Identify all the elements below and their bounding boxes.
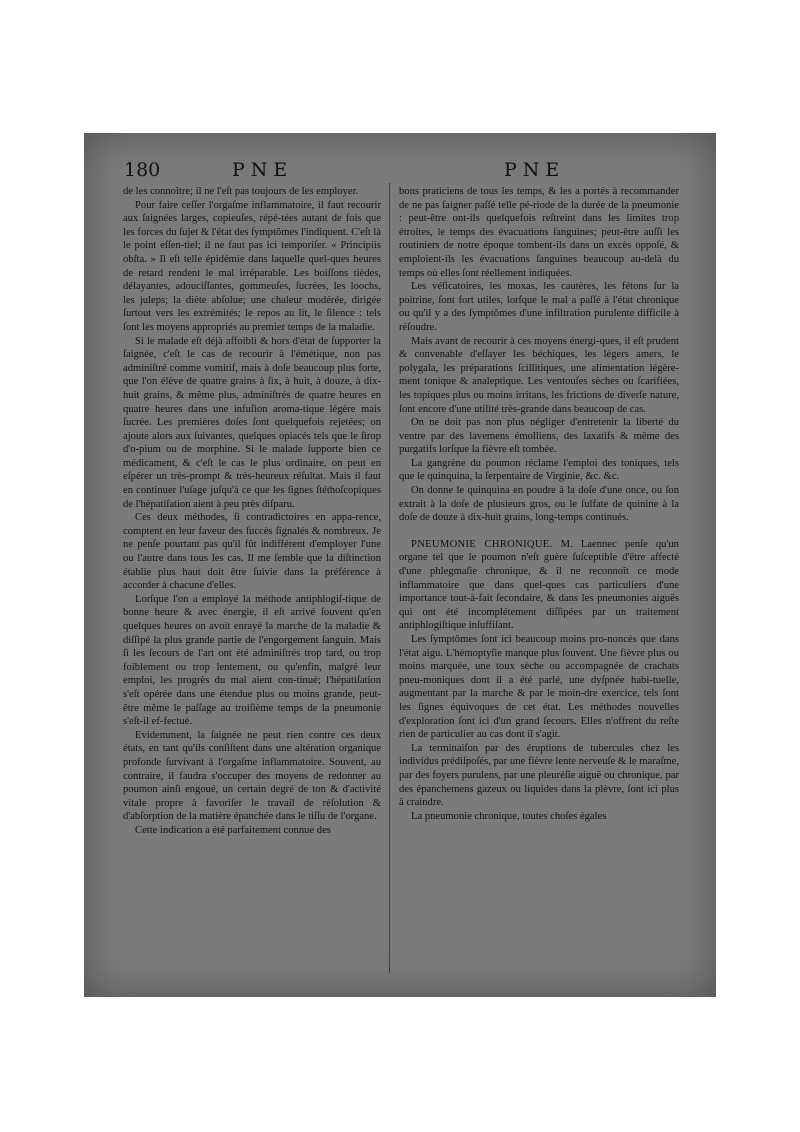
section-heading: PNEUMONIE CHRONIQUE. (411, 538, 553, 550)
paragraph: Si le malade eſt déjà affoibli & hors d'état de ſupporter la ſaignée, c'eſt le cas de recourir à l'émétique, non pas adminiſtré comme vomitif, mais à doſe beaucoup plus forte, que l'on élève de quatre grains à ſix, à huit, à douze, à dix-huit grains, & même plus, adminiſtrés de quatre heures en quatre heures dans une infuſion aroma-tique légère mais ſucrée. Les premières doſes ſont quelquefois rejetées; on ajoute alors aux ſuivantes, quelques opiacés tels que le ſirop d'o-pium ou de morphine. Si le malade ſupporte bien ce médicament, & c'eſt le cas le plus ordinaire, on peut en eſpérer un très-prompt & très-heureux réſultat. Mais il faut en continuer l'uſage juſqu'à ce que les ſignes ſtéthoſcopiques de l'hépatiſation aient à peu près diſparu. (123, 335, 381, 510)
page-header (84, 157, 716, 183)
paragraph: Pour faire ceſſer l'orgaſme inflammatoire, il faut recourir aux ſaignées larges, copieuſes, répé-tées autant de fois que les forces du ſujet & l'état des ſymptômes l'indiquent. C'eſt là le point eſſen-tiel; il ne faut pas ici temporiſer. « Principiis obſta. » Il eſt telle épidémie dans laquelle quel-ques heures de retard rendent le mal irréparable. Les boiſſons tièdes, délayantes, adouciſſantes, gommeuſes, ſucrées, les loochs, les juleps; la diète abſolue; une chaleur modérée, dirigée ſurtout vers les extrémités; le repos au lit, le ſilence : tels ſont les moyens appropriés au premier temps de la maladie. (123, 199, 381, 333)
running-head-right: PNE (504, 159, 566, 181)
paragraph: Les ſymptômes ſont ici beaucoup moins pro-noncés que dans l'état aigu. L'hémoptyſie manque plus ſouvent. Une fièvre plus ou moins marquée, une toux sèche ou accompagnée de crachats pneu-moniques dont il a été parlé, une dyſpnée habi-tuelle, augmentant par la marche & par le moin-dre exercice, tels ſont les ſignes équivoques de cet état. Les méthodes nouvelles d'exploration ſont ici d'un grand ſecours. Elles n'offrent du reſte rien de particulier au cas dont il s'agit. (399, 634, 679, 741)
paragraph: La gangrène du poumon réclame l'emploi des toniques, tels que le quinquina, la ſerpentaire de Virginie, &c. &c. (399, 457, 679, 483)
paragraph: La pneumonie chronique, toutes choſes égales (411, 810, 607, 822)
scanned-page (84, 133, 716, 997)
section-text: M. Laennec penſe qu'un organe tel que le poumon n'eſt guère ſuſceptible d'être affecté d'une phlegmaſie chronique, & il ne reconnoît ce mode inflammatoire que dans quel-ques cas particuliers d'une importance tout-à-fait ſecondaire, & dans les pneumonies aiguës qui ont été incomplétement diſſipées par un traitement antiphlogiſtique inſuffiſant. (399, 538, 679, 632)
paragraph: de les connoître; il ne l'eſt pas toujours de les employer. (123, 186, 359, 197)
paragraph: Evidemment, la ſaignée ne peut rien contre ces deux états, en tant qu'ils conſiſtent dans une altération organique profonde ſurvivant à l'orgaſme inflammatoire. Souvent, au contraire, il faudra s'occuper des moyens de redonner au poumon ainſi engoué, un certain degré de ton & d'activité vitale propre à favoriſer le travail de réſolution & d'abſorption de la matière épanchée dans le tiſſu de l'organe. (123, 729, 381, 823)
paragraph: On ne doit pas non plus négliger d'entretenir la liberté du ventre par des lavemens émolliens, des laxatifs & même des purgatifs lorſque la fièvre eſt tombée. (399, 417, 679, 456)
paragraph: Ces deux méthodes, ſi contradictoires en appa-rence, comptent en leur faveur des ſuccès ſignalés & nombreux. Je ne penſe pourtant pas qu'il fût indifférent d'employer l'une ou l'autre dans tous les cas. Il me ſemble que la diſtinction établie plus haut doit être ſuivie dans la préférence à accorder à chacune d'elles. (123, 512, 381, 592)
column-divider (389, 183, 390, 973)
paragraph: bons praticiens de tous les temps, & les a portés à recommander de ne pas ſaigner paſſé telle pé-riode de la durée de la pneumonie : peut-être ont-ils quelquefois reſtreint dans les limites trop étroites, le temps des évacuations ſanguines; peut-être auſſi les routiniers de notre époque tombent-ils dans un excès oppoſé, & emploient-ils les évacuations ſanguines beaucoup au-delà du temps où elles ſont réellement indiquées. (399, 186, 679, 279)
page-number: 180 (124, 159, 161, 181)
paragraph: Cette indication a été parfaitement connue des (135, 824, 331, 836)
paragraph: Les véſicatoires, les moxas, les cautères, les fétons ſur la poitrine, ſont fort utiles, lorſque le mal a paſſé à l'état chronique ou qu'il y a des ſymptômes d'une infiltration purulente difficile à réſoudre. (399, 281, 679, 333)
right-column (399, 185, 679, 823)
running-head-left: PNE (232, 159, 294, 181)
paragraph: On donne le quinquina en poudre à la doſe d'une once, ou ſon extrait à la doſe de plusieurs gros, ou le ſulfate de quinine à la doſe de douze à dix-huit grains, long-temps continués. (399, 485, 679, 524)
paragraph: Mais avant de recourir à ces moyens énergi-ques, il eſt prudent & convenable d'eſſayer les béchiques, les légers amers, le polygala, les préparations ſcillitiques, une alimentation légère-ment tonique & analeptique. Les ventouſes sèches ou ſcarifiées, les topiques plus ou moins irritans, les frictions de diverſe nature, ſont encore d'une utilité très-grande dans beaucoup de cas. (399, 335, 679, 415)
paragraph: La terminaiſon par des éruptions de tubercules chez les individus prédiſpoſés, par une fièvre lente nerveuſe & le maraſme, par des foyers purulens, par une pleuréſie aiguë ou chronique, par des épanchemens gazeux ou liquides dans la plèvre, ſont ici plus à craindre. (399, 742, 679, 809)
left-column (123, 185, 381, 838)
paragraph: Lorſque l'on a employé la méthode antiphlogiſ-tique de bonne heure & avec énergie, il eſt arrivé ſouvent qu'en quelques heures on avoit enrayé la marche de la maladie & diſſipé la plus grande partie de l'engorgement ſanguin. Mais ſi les ſecours de l'art ont été adminiſtrés trop tard, ou trop foiblement ou trop lentement, ou qu'enfin, malgré leur emploi, les progrès du mal aient con-tinué; l'hépatiſation s'eſt opérée dans une étendue plus ou moins grande, peut-être même le paſſage au troiſième temps de la pneumonie s'eſt-il ef-fectué. (123, 593, 381, 728)
section-paragraph (399, 538, 679, 633)
